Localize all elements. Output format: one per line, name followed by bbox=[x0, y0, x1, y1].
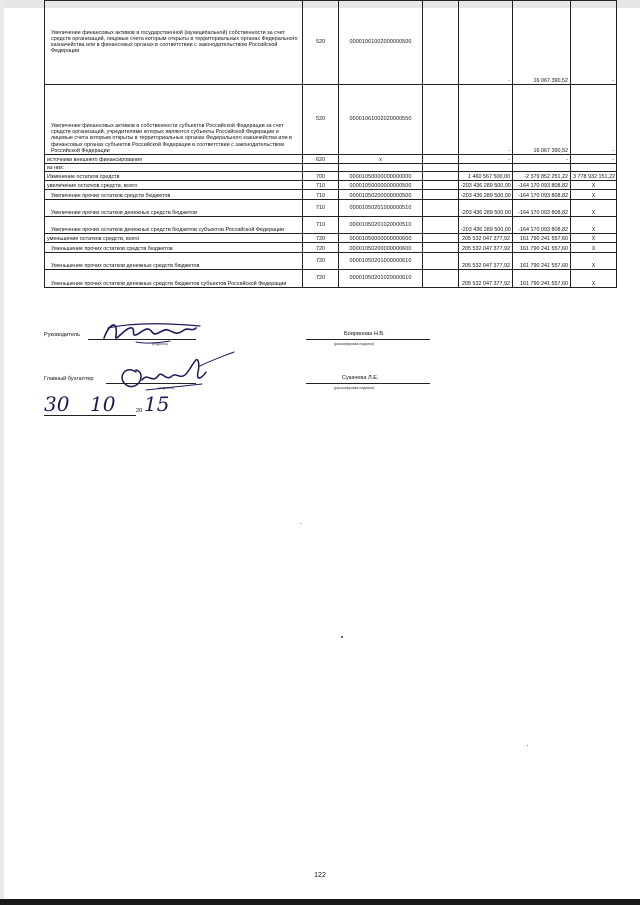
row-code: 710 bbox=[303, 181, 339, 190]
row-approved bbox=[423, 270, 459, 288]
row-rest: X bbox=[571, 270, 617, 288]
row-kbk: 00001050200000000600 bbox=[339, 243, 423, 253]
row-kbk: 00001050201020000610 bbox=[339, 270, 423, 288]
date-century: 20 bbox=[136, 408, 143, 414]
row-executed: -203 436 289 500,00 bbox=[459, 181, 513, 190]
table-row bbox=[45, 253, 617, 270]
row-planned: 161 790 241 557,60 bbox=[513, 234, 571, 243]
row-name: увеличение остатков средств, всего bbox=[45, 181, 303, 190]
table-row bbox=[45, 164, 617, 172]
date-day: 30 bbox=[44, 392, 70, 416]
row-planned: -2 379 852 251,22 bbox=[513, 172, 571, 181]
row-planned: 161 790 241 557,60 bbox=[513, 253, 571, 270]
row-name: Увеличение финансовых активов в собственности субъектов Российской Федерации за счет средств организаций, учредителями которых являются субъекты Российской Федерации и лицевые счета которым открыты в территориальных органах Федерального казначейства или в финансовых органах субъектов Российской Федерации в соответствии с законодательством Российской Федерации bbox=[45, 85, 303, 155]
row-name: из них: bbox=[45, 164, 303, 172]
row-rest: - bbox=[571, 85, 617, 155]
row-rest: X bbox=[571, 243, 617, 253]
row-approved bbox=[423, 200, 459, 217]
page-left-edge bbox=[0, 0, 4, 905]
head-name-line bbox=[306, 339, 430, 340]
row-rest: - bbox=[571, 1, 617, 85]
row-approved bbox=[423, 234, 459, 243]
row-approved bbox=[423, 243, 459, 253]
row-name: Увеличение прочих остатков денежных средств бюджетов субъектов Российской Федерации bbox=[45, 217, 303, 234]
row-name: Увеличение прочих остатков денежных средств бюджетов bbox=[45, 200, 303, 217]
row-approved bbox=[423, 1, 459, 85]
row-name: Увеличение финансовых активов в государственной (муниципальной) собственности за счет средств организаций, лицевые счета которым открыты в территориальных органах Федерального казначейства или в финансовых органах в соответствии с законодательством Российской Федерации bbox=[45, 1, 303, 85]
row-rest: X bbox=[571, 234, 617, 243]
row-executed: -203 436 289 500,00 bbox=[459, 190, 513, 200]
table-row bbox=[45, 190, 617, 200]
head-sign-line bbox=[88, 339, 196, 340]
row-rest bbox=[571, 164, 617, 172]
row-kbk: 00001050200000000500 bbox=[339, 190, 423, 200]
date-year: 15 bbox=[144, 392, 170, 416]
table-row bbox=[45, 217, 617, 234]
row-code: 520 bbox=[303, 85, 339, 155]
row-kbk: 00001050201020000510 bbox=[339, 217, 423, 234]
head-sign-caption: (подпись) bbox=[152, 342, 168, 346]
accountant-signature-icon bbox=[106, 350, 236, 396]
financing-sources-table bbox=[44, 0, 617, 288]
row-executed: 205 532 047 377,92 bbox=[459, 253, 513, 270]
accountant-name: Сукачева Л.Е. bbox=[342, 375, 379, 381]
row-rest: X bbox=[571, 200, 617, 217]
accountant-name-caption: (расшифровка подписи) bbox=[334, 386, 375, 390]
table-row bbox=[45, 155, 617, 164]
table-row bbox=[45, 181, 617, 190]
table-row bbox=[45, 243, 617, 253]
row-executed bbox=[459, 164, 513, 172]
row-code: 720 bbox=[303, 234, 339, 243]
row-rest: X bbox=[571, 181, 617, 190]
row-kbk: 00001061002020000550 bbox=[339, 85, 423, 155]
accountant-sign-caption: (подпись) bbox=[158, 386, 174, 390]
row-planned: 16 067 390,52 bbox=[513, 85, 571, 155]
page-number: 122 bbox=[314, 872, 326, 879]
stray-dot bbox=[341, 636, 343, 638]
head-name: Бояринова Н.В. bbox=[344, 331, 385, 337]
accountant-name-line bbox=[306, 383, 430, 384]
table-row bbox=[45, 85, 617, 155]
head-name-caption: (расшифровка подписи) bbox=[334, 342, 375, 346]
row-executed: 205 532 047 377,92 bbox=[459, 270, 513, 288]
row-rest: X bbox=[571, 253, 617, 270]
row-planned: -164 170 093 808,82 bbox=[513, 217, 571, 234]
row-planned: -164 170 093 808,82 bbox=[513, 200, 571, 217]
row-kbk: 00001061002000000500 bbox=[339, 1, 423, 85]
row-kbk: 00001050201000000510 bbox=[339, 200, 423, 217]
row-approved bbox=[423, 85, 459, 155]
head-label: Руководитель bbox=[44, 332, 81, 338]
row-name: Уменьшение прочих остатков средств бюджетов bbox=[45, 243, 303, 253]
stray-tick bbox=[527, 745, 528, 746]
row-name: Уменьшение прочих остатков денежных средств бюджетов субъектов Российской Федерации bbox=[45, 270, 303, 288]
row-approved bbox=[423, 190, 459, 200]
row-approved bbox=[423, 172, 459, 181]
accountant-sign-line bbox=[106, 383, 196, 384]
stray-tick bbox=[300, 523, 301, 524]
table-row bbox=[45, 1, 617, 85]
table-row bbox=[45, 172, 617, 181]
row-code: 710 bbox=[303, 217, 339, 234]
row-planned: 16 067 390,52 bbox=[513, 1, 571, 85]
row-name: источники внешнего финансирования bbox=[45, 155, 303, 164]
row-kbk: 00001050000000000000 bbox=[339, 172, 423, 181]
row-planned: -164 170 093 808,82 bbox=[513, 181, 571, 190]
row-code: 710 bbox=[303, 200, 339, 217]
row-executed: -203 436 289 500,00 bbox=[459, 200, 513, 217]
row-name: Уменьшение прочих остатков денежных средств бюджетов bbox=[45, 253, 303, 270]
date-month: 10 bbox=[90, 392, 116, 416]
row-rest: X bbox=[571, 217, 617, 234]
row-executed: 205 532 047 377,92 bbox=[459, 243, 513, 253]
row-planned: - bbox=[513, 155, 571, 164]
page-bottom-edge bbox=[0, 899, 640, 905]
row-code bbox=[303, 164, 339, 172]
row-rest: - bbox=[571, 155, 617, 164]
table-body bbox=[45, 1, 617, 288]
row-approved bbox=[423, 164, 459, 172]
row-rest: 3 778 932 151,22 bbox=[571, 172, 617, 181]
row-code: 710 bbox=[303, 190, 339, 200]
row-code: 620 bbox=[303, 155, 339, 164]
row-code: 700 bbox=[303, 172, 339, 181]
row-code: 520 bbox=[303, 1, 339, 85]
row-approved bbox=[423, 217, 459, 234]
row-planned bbox=[513, 164, 571, 172]
row-approved bbox=[423, 253, 459, 270]
row-approved bbox=[423, 155, 459, 164]
row-planned: 161 790 241 557,60 bbox=[513, 243, 571, 253]
row-planned: 161 790 241 557,60 bbox=[513, 270, 571, 288]
row-executed: - bbox=[459, 85, 513, 155]
row-approved bbox=[423, 181, 459, 190]
row-executed: 1 460 567 500,00 bbox=[459, 172, 513, 181]
table-row bbox=[45, 270, 617, 288]
row-code: 720 bbox=[303, 270, 339, 288]
row-code: 720 bbox=[303, 243, 339, 253]
row-kbk bbox=[339, 164, 423, 172]
row-executed: -203 436 289 500,00 bbox=[459, 217, 513, 234]
table-row bbox=[45, 234, 617, 243]
row-kbk: 00001050000000000500 bbox=[339, 181, 423, 190]
row-name: Изменение остатков средств bbox=[45, 172, 303, 181]
row-executed: - bbox=[459, 1, 513, 85]
date-line bbox=[44, 415, 136, 416]
row-executed: 205 532 047 377,92 bbox=[459, 234, 513, 243]
row-kbk: x bbox=[339, 155, 423, 164]
row-rest: X bbox=[571, 190, 617, 200]
row-executed: - bbox=[459, 155, 513, 164]
row-name: Увеличение прочих остатков средств бюджетов bbox=[45, 190, 303, 200]
table-row bbox=[45, 200, 617, 217]
row-name: уменьшение остатков средств, всего bbox=[45, 234, 303, 243]
row-planned: -164 170 093 808,82 bbox=[513, 190, 571, 200]
head-signature-icon bbox=[96, 316, 206, 348]
row-code: 720 bbox=[303, 253, 339, 270]
row-kbk: 00001050000000000600 bbox=[339, 234, 423, 243]
row-kbk: 00001050201000000610 bbox=[339, 253, 423, 270]
accountant-label: Главный бухгалтер bbox=[44, 376, 94, 382]
